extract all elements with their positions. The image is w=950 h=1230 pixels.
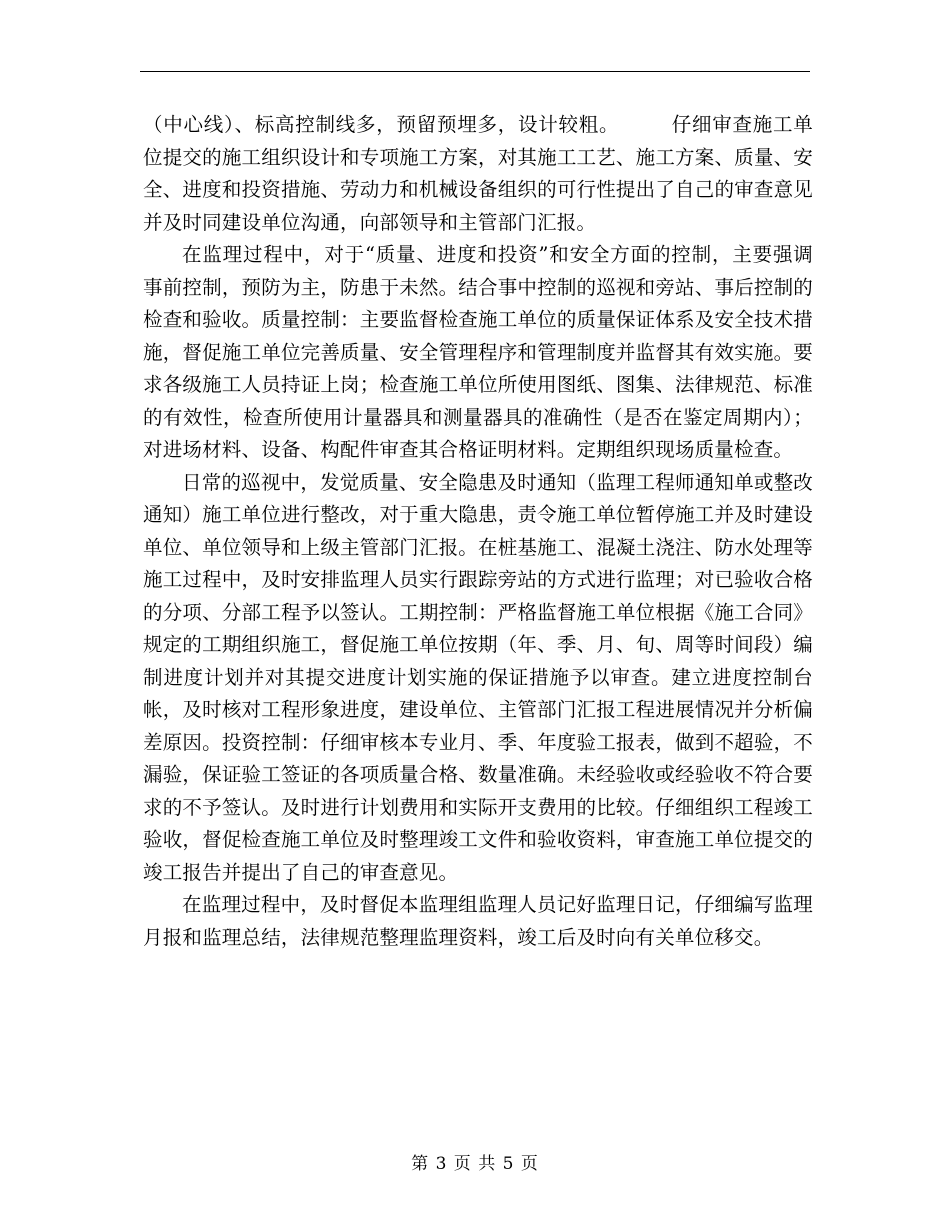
footer-total-pages: 5 <box>502 1154 515 1174</box>
footer-di: 第 <box>411 1154 430 1174</box>
footer-ye-2: 页 <box>520 1154 539 1174</box>
footer-gong: 共 <box>478 1154 497 1174</box>
paragraph-1-part-2: 仔细审查施工单位提交的施工组织设计和专项施工方案，对其施工工艺、施工方案、质量、安全、进度和投资措施、劳动力和机械设备组织的可行性提出了自己的审查意见并及时同建设单位沟通，向部领导和主管部门汇报。 <box>143 113 813 234</box>
footer-ye: 页 <box>453 1154 472 1174</box>
footer-current-page: 3 <box>435 1154 448 1174</box>
paragraph-4: 在监理过程中，及时督促本监理组监理人员记好监理日记，仔细编写监理月报和监理总结，法律规范整理监理资料，竣工后及时向有关单位移交。 <box>143 893 813 949</box>
document-body <box>143 109 813 954</box>
paragraph-2: 在监理过程中，对于“质量、进度和投资”和安全方面的控制，主要强调事前控制，预防为主，防患于未然。结合事中控制的巡视和旁站、事后控制的检查和验收。质量控制：主要监督检查施工单位的质量保证体系及安全技术措施，督促施工单位完善质量、安全管理程序和管理制度并监督其有效实施。要求各级施工人员持证上岗；检查施工单位所使用图纸、图集、法律规范、标准的有效性，检查所使用计量器具和测量器具的准确性（是否在鉴定周期内）；对进场材料、设备、构配件审查其合格证明材料。定期组织现场质量检查。 <box>143 243 813 461</box>
paragraph-3: 日常的巡视中，发觉质量、安全隐患及时通知（监理工程师通知单或整改通知）施工单位进行整改，对于重大隐患，责令施工单位暂停施工并及时建设单位、单位领导和上级主管部门汇报。在桩基施工、混凝土浇注、防水处理等施工过程中，及时安排监理人员实行跟踪旁站的方式进行监理；对已验收合格的分项、分部工程予以签认。工期控制：严格监督施工单位根据《施工合同》规定的工期组织施工，督促施工单位按期（年、季、月、旬、周等时间段）编制进度计划并对其提交进度计划实施的保证措施予以审查。建立进度控制台帐，及时核对工程形象进度，建设单位、主管部门汇报工程进展情况并分析偏差原因。投资控制：仔细审核本专业月、季、年度验工报表，做到不超验，不漏验，保证验工签证的各项质量合格、数量准确。未经验收或经验收不符合要求的不予签认。及时进行计划费用和实际开支费用的比较。仔细组织工程竣工验收，督促检查施工单位及时整理竣工文件和验收资料，审查施工单位提交的竣工报告并提出了自己的审查意见。 <box>143 470 813 884</box>
header-rule <box>140 71 810 72</box>
page-footer <box>0 1153 950 1175</box>
paragraph-1-part-1: （中心线）、标高控制线多，预留预埋多，设计较粗。 <box>143 113 620 136</box>
paragraph-1 <box>143 109 813 239</box>
